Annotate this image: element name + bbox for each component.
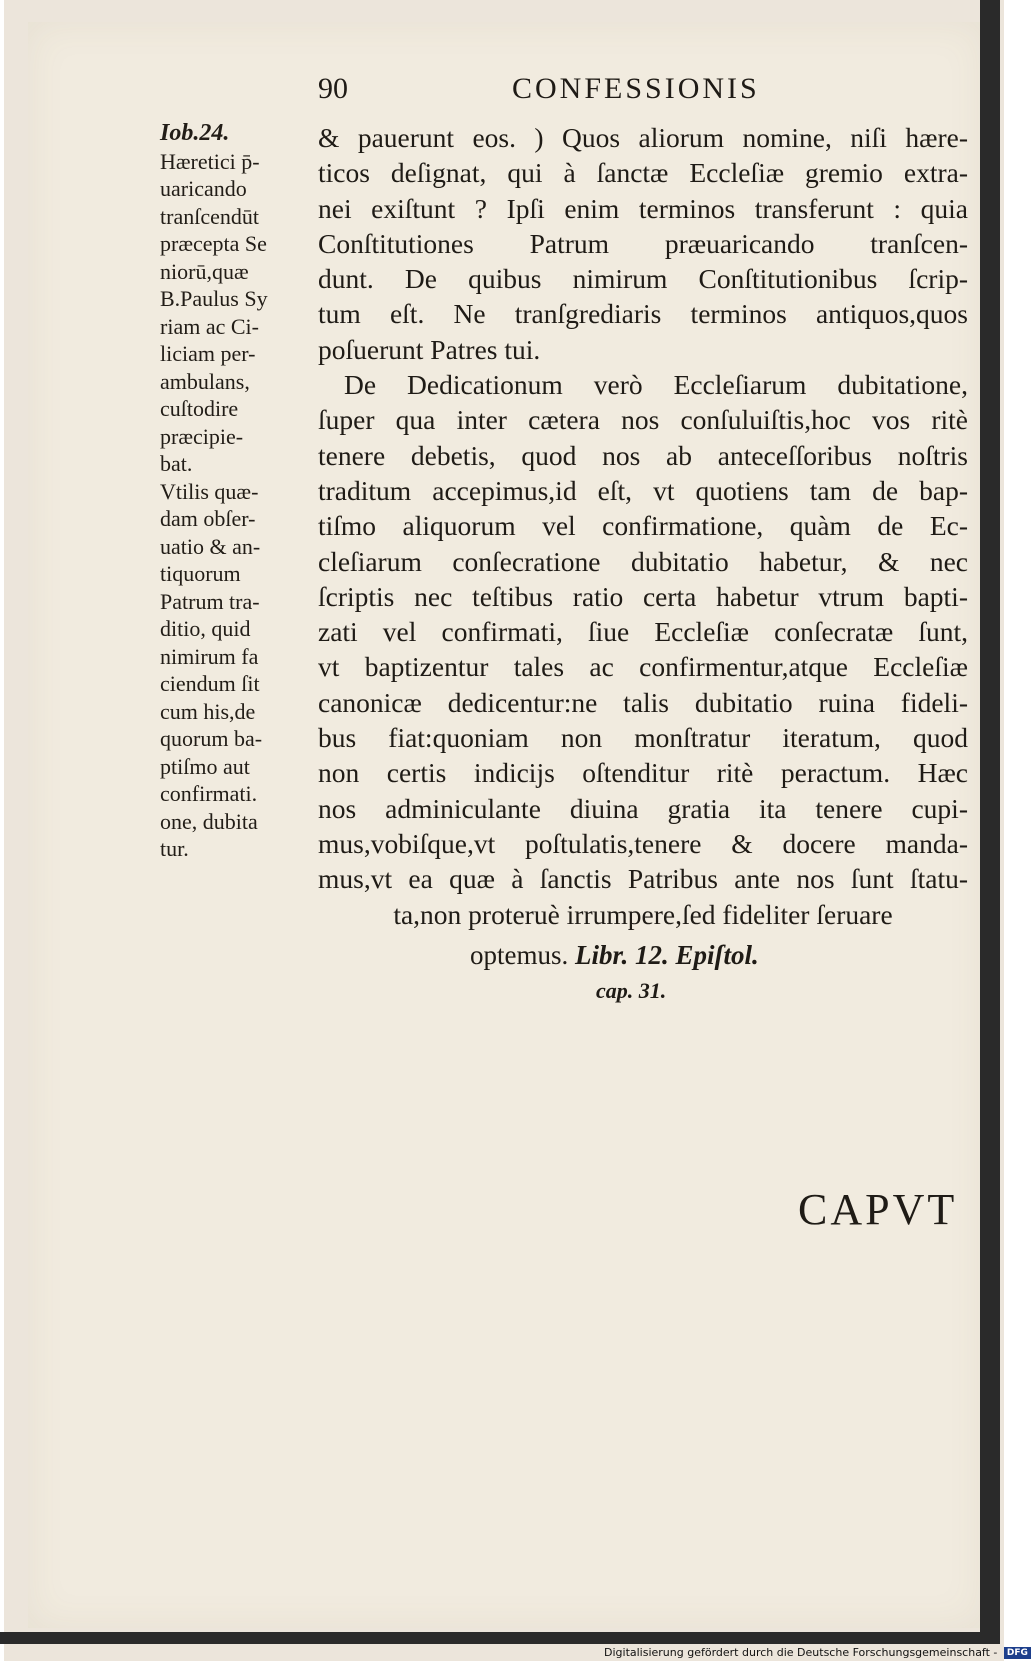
text-line: nos adminiculante diuina gratia ita tenere cupi- xyxy=(318,792,968,824)
margin-note-line: ciendum ſit xyxy=(160,671,260,696)
page-bottom-edge xyxy=(0,1632,1000,1644)
margin-note-line: tranſcendūt xyxy=(160,203,259,229)
text-line: non certis indicijs oſtenditur ritè peractum. Hæc xyxy=(318,757,968,789)
margin-note-line: cum his,de xyxy=(160,698,256,724)
margin-notes xyxy=(160,120,310,863)
text-line: tiſmo aliquorum vel confirmatione, quàm de Ec- xyxy=(318,510,968,542)
margin-note-line: uaricando xyxy=(160,176,247,201)
text-line: ta,non proteruè irrumpere,ſed fideliter ſeruare xyxy=(393,898,893,930)
margin-note-line: præcepta Se xyxy=(160,231,267,256)
text-line: & pauerunt eos. ) Quos aliorum nomine, niſi hære- xyxy=(318,122,968,153)
margin-note-line: nimirum fa xyxy=(160,643,259,669)
text-line: poſuerunt Patres tui. xyxy=(318,333,541,365)
margin-note-line: riam ac Ci- xyxy=(160,313,259,339)
source-citation xyxy=(470,940,759,971)
margin-note-line: one, dubita xyxy=(160,808,258,834)
text-line: ſcriptis nec teſtibus ratio certa habetur vtrum bapti- xyxy=(318,580,968,612)
text-line: traditum accepimus,id eſt, vt quotiens tam de bap- xyxy=(318,474,968,506)
margin-note-line: ditio, quid xyxy=(160,616,251,641)
margin-note-line: bat. xyxy=(160,451,193,476)
margin-note-line: Hæretici p̄- xyxy=(160,148,260,174)
running-title: CONFESSIONIS xyxy=(512,72,760,105)
text-line: cleſiarum conſecratione dubitatio habetur, & nec xyxy=(318,545,968,577)
margin-note-line: Patrum tra- xyxy=(160,588,260,614)
text-line: De Dedicationum verò Eccleſiarum dubitatione, xyxy=(344,369,968,401)
text-line: Conſtitutiones Patrum præuaricando tranſcen- xyxy=(318,227,968,259)
text-line: mus,vobiſque,vt poſtulatis,tenere & docere manda- xyxy=(318,827,968,859)
source-lead: optemus. xyxy=(470,940,569,970)
margin-note-line: niorū,quæ xyxy=(160,258,249,284)
running-head xyxy=(0,72,1000,112)
text-line: nei exiſtunt ? Ipſi enim terminos transferunt : quia xyxy=(318,192,968,224)
text-line: tum eſt. Ne tranſgrediaris terminos antiquos,quos xyxy=(318,298,968,330)
text-line: vt baptizentur tales ac confirmentur,atque Eccleſiæ xyxy=(318,651,968,683)
margin-note-line: B.Paulus Sy xyxy=(160,286,268,311)
margin-note-line: uatio & an- xyxy=(160,533,261,559)
text-line: bus fiat:quoniam non monſtratur iteratum, quod xyxy=(318,722,968,754)
margin-note-line: Iob.24. xyxy=(160,120,230,146)
source-reference: Libr. 12. Epiſtol. xyxy=(575,940,759,970)
text-line: zati vel confirmati, ſiue Eccleſiæ conſecratæ ſunt, xyxy=(318,616,968,648)
margin-note-line: quorum ba- xyxy=(160,726,263,751)
margin-note-line: ptiſmo aut xyxy=(160,753,250,779)
footer-credit xyxy=(604,1646,1031,1661)
text-line: canonicæ dedicentur:ne talis dubitatio ruina fideli- xyxy=(318,686,968,718)
footer-text: Digitalisierung gefördert durch die Deutsche Forschungsgemeinschaft - xyxy=(604,1646,998,1659)
margin-note-line: præcipie- xyxy=(160,423,244,449)
text-line: tenere debetis, quod nos ab anteceſſoribus noſtris xyxy=(318,439,968,471)
page-number: 90 xyxy=(318,72,348,105)
margin-note-line: confirmati. xyxy=(160,781,258,806)
page-edge-shadow xyxy=(980,0,1000,1640)
margin-note-line: tiquorum xyxy=(160,561,241,586)
text-line: ſuper qua inter cætera nos conſuluiſtis,hoc vos ritè xyxy=(318,404,968,436)
catchword: CAPVT xyxy=(798,1185,958,1234)
margin-note-line: cuſtodire xyxy=(160,396,239,421)
margin-note-line: dam obſer- xyxy=(160,506,256,531)
text-line: mus,vt ea quæ à ſanctis Patribus ante nos ſunt ſtatu- xyxy=(318,863,968,895)
margin-note-line: Vtilis quæ- xyxy=(160,478,259,504)
source-chapter: cap. 31. xyxy=(596,978,667,1003)
margin-note-line: tur. xyxy=(160,836,189,861)
text-line: dunt. De quibus nimirum Conſtitutionibus ſcrip- xyxy=(318,263,968,295)
margin-note-line: liciam per- xyxy=(160,341,256,366)
margin-note-line: ambulans, xyxy=(160,368,250,394)
text-line: ticos deſignat, qui à ſanctæ Eccleſiæ gremio extra- xyxy=(318,157,968,189)
body-text xyxy=(318,120,968,932)
dfg-logo: DFG xyxy=(1004,1647,1031,1659)
